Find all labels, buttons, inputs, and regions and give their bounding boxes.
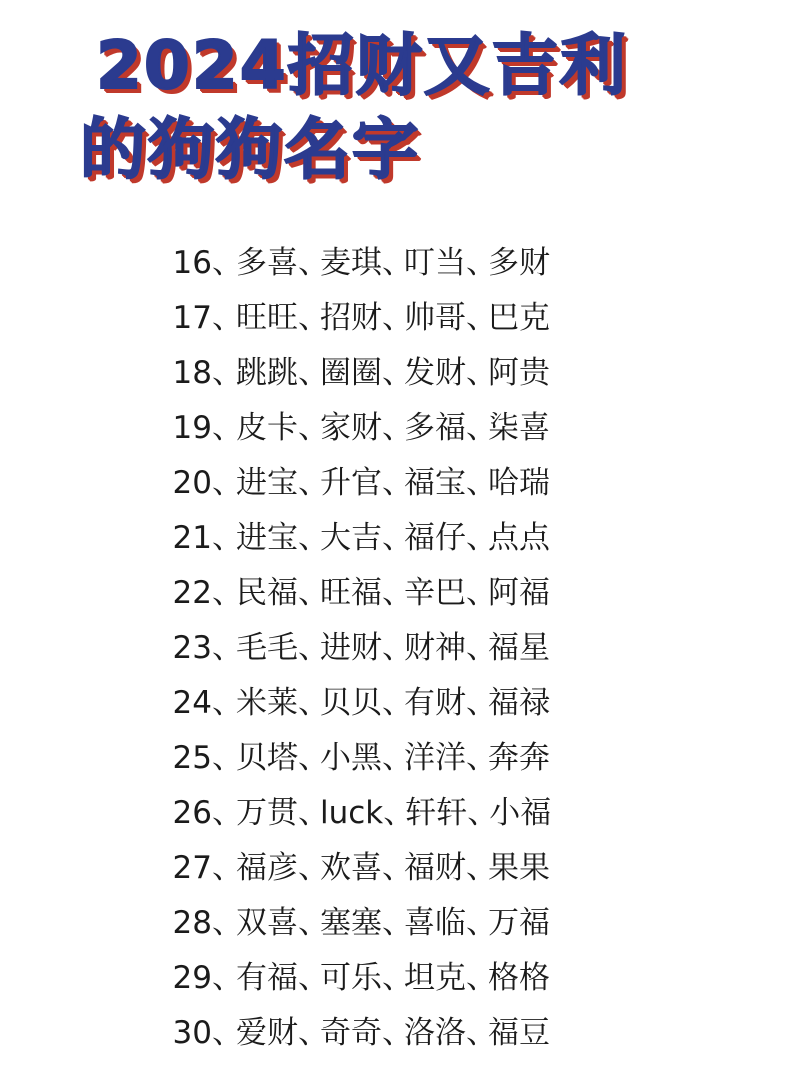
dog-name: 皮卡	[236, 410, 298, 446]
name-separator: 、	[298, 575, 329, 611]
name-separator: 、	[298, 300, 329, 336]
name-separator: 、	[466, 245, 497, 281]
name-separator: 、	[298, 795, 329, 831]
dog-name: 进财	[320, 630, 382, 666]
list-item-index: 20	[172, 465, 212, 501]
name-separator: 、	[298, 410, 329, 446]
dog-name: 多福	[404, 410, 466, 446]
list-item-index: 23	[172, 630, 212, 666]
list-item-names	[236, 951, 550, 1006]
dog-name: 辛巴	[404, 575, 466, 611]
dog-name: 坦克	[404, 960, 466, 996]
dog-name: 塞塞	[320, 905, 382, 941]
name-separator: 、	[298, 245, 329, 281]
name-separator: 、	[466, 685, 497, 721]
list-item-index-separator: 、	[212, 245, 243, 281]
dog-name: 福豆	[488, 1015, 550, 1051]
dog-name: 万贯	[236, 795, 298, 831]
dog-name: 巴克	[488, 300, 550, 336]
dog-name: 米莱	[236, 685, 298, 721]
name-separator: 、	[382, 355, 413, 391]
title-line-1: 2024招财又吉利	[96, 27, 628, 104]
list-item-names	[236, 456, 550, 511]
dog-name: 洛洛	[404, 1015, 466, 1051]
list-item-index: 17	[172, 300, 212, 336]
list-item-index-separator: 、	[212, 740, 243, 776]
name-separator: 、	[466, 410, 497, 446]
list-item-index-separator: 、	[212, 410, 243, 446]
dog-name: 多喜	[236, 245, 298, 281]
name-separator: 、	[298, 520, 329, 556]
list-item-names	[236, 841, 550, 896]
dog-name: 双喜	[236, 905, 298, 941]
name-separator: 、	[466, 465, 497, 501]
list-item-index: 25	[172, 740, 212, 776]
dog-name: 爱财	[236, 1015, 298, 1051]
dog-name: 奇奇	[320, 1015, 382, 1051]
name-separator: 、	[466, 740, 497, 776]
name-separator: 、	[466, 1015, 497, 1051]
name-separator: 、	[382, 465, 413, 501]
list-item-names	[236, 566, 550, 621]
list-item-index-separator: 、	[212, 685, 243, 721]
dog-name: 福仔	[404, 520, 466, 556]
list-item	[160, 841, 800, 896]
name-separator: 、	[382, 850, 413, 886]
dog-name: 万福	[488, 905, 550, 941]
name-separator: 、	[382, 740, 413, 776]
list-item-index-separator: 、	[212, 630, 243, 666]
dog-name: 发财	[404, 355, 466, 391]
list-item	[160, 456, 800, 511]
dog-name: 毛毛	[236, 630, 298, 666]
list-item-index: 28	[172, 905, 212, 941]
name-separator: 、	[298, 905, 329, 941]
list-item-names	[236, 236, 550, 291]
dog-name: 福财	[404, 850, 466, 886]
dog-name: 喜临	[404, 905, 466, 941]
name-separator: 、	[466, 960, 497, 996]
dog-name: 轩轩	[405, 795, 468, 831]
dog-name: 点点	[488, 520, 550, 556]
name-separator: 、	[298, 850, 329, 886]
name-separator: 、	[298, 465, 329, 501]
dog-name: 柒喜	[488, 410, 550, 446]
name-separator: 、	[298, 630, 329, 666]
name-separator: 、	[466, 520, 497, 556]
list-item-names	[236, 346, 550, 401]
dog-name: 阿贵	[488, 355, 550, 391]
list-item	[160, 291, 800, 346]
name-separator: 、	[466, 355, 497, 391]
name-separator: 、	[466, 300, 497, 336]
list-item	[160, 511, 800, 566]
list-item-index-separator: 、	[212, 960, 243, 996]
name-separator: 、	[466, 850, 497, 886]
name-separator: 、	[382, 960, 413, 996]
list-item-names	[236, 731, 550, 786]
dog-name: 旺福	[320, 575, 382, 611]
list-item-names	[236, 621, 550, 676]
list-item-names	[236, 786, 551, 841]
name-separator: 、	[466, 575, 497, 611]
name-separator: 、	[382, 685, 413, 721]
dog-name: 多财	[488, 245, 550, 281]
list-item-index: 30	[172, 1015, 212, 1051]
name-separator: 、	[298, 960, 329, 996]
page-title	[0, 0, 800, 192]
list-item	[160, 621, 800, 676]
name-separator: 、	[382, 1015, 413, 1051]
name-separator: 、	[382, 520, 413, 556]
dog-name: 有福	[236, 960, 298, 996]
name-separator: 、	[466, 630, 497, 666]
dog-name-list	[0, 236, 800, 1061]
name-separator: 、	[298, 355, 329, 391]
name-separator: 、	[298, 685, 329, 721]
list-item-index: 22	[172, 575, 212, 611]
dog-name: luck	[320, 795, 384, 831]
list-item-names	[236, 511, 550, 566]
dog-name: 奔奔	[488, 740, 550, 776]
name-separator: 、	[382, 575, 413, 611]
dog-name: 帅哥	[404, 300, 466, 336]
dog-name: 欢喜	[320, 850, 382, 886]
list-item	[160, 1006, 800, 1061]
dog-name: 哈瑞	[488, 465, 550, 501]
list-item-index-separator: 、	[212, 1015, 243, 1051]
dog-name: 福星	[488, 630, 550, 666]
list-item-index: 29	[172, 960, 212, 996]
list-item-names	[236, 1006, 550, 1061]
list-item-index: 24	[172, 685, 212, 721]
dog-name: 格格	[488, 960, 550, 996]
list-item-names	[236, 676, 550, 731]
list-item-names	[236, 896, 550, 951]
name-separator: 、	[467, 795, 499, 831]
dog-name: 招财	[320, 300, 382, 336]
name-separator: 、	[382, 630, 413, 666]
name-separator: 、	[382, 905, 413, 941]
name-separator: 、	[382, 245, 413, 281]
list-item	[160, 401, 800, 456]
list-item	[160, 896, 800, 951]
list-item-index-separator: 、	[212, 355, 243, 391]
name-separator: 、	[383, 795, 415, 831]
list-item-index-separator: 、	[212, 850, 243, 886]
dog-name: 升官	[320, 465, 382, 501]
list-item-index: 21	[172, 520, 212, 556]
name-separator: 、	[382, 300, 413, 336]
list-item	[160, 676, 800, 731]
list-item-index-separator: 、	[212, 300, 243, 336]
list-item	[160, 566, 800, 621]
list-item-index-separator: 、	[212, 905, 243, 941]
dog-name: 可乐	[320, 960, 382, 996]
dog-name: 小福	[489, 795, 552, 831]
name-separator: 、	[466, 905, 497, 941]
dog-name: 福禄	[488, 685, 550, 721]
dog-name: 旺旺	[236, 300, 298, 336]
list-item-index-separator: 、	[212, 795, 243, 831]
dog-name: 进宝	[236, 520, 298, 556]
dog-name: 阿福	[488, 575, 550, 611]
dog-name: 家财	[320, 410, 382, 446]
list-item-index: 18	[172, 355, 212, 391]
list-item-names	[236, 401, 550, 456]
name-separator: 、	[382, 410, 413, 446]
list-item	[160, 236, 800, 291]
title-line-2: 的狗狗名字	[80, 111, 420, 188]
dog-name: 贝塔	[236, 740, 298, 776]
dog-name: 民福	[236, 575, 298, 611]
list-item-index-separator: 、	[212, 465, 243, 501]
dog-name: 大吉	[320, 520, 382, 556]
dog-name: 福宝	[404, 465, 466, 501]
list-item-index: 16	[172, 245, 212, 281]
name-separator: 、	[298, 1015, 329, 1051]
list-item-index: 19	[172, 410, 212, 446]
dog-name: 进宝	[236, 465, 298, 501]
list-item-index: 26	[172, 795, 212, 831]
list-item-index-separator: 、	[212, 575, 243, 611]
dog-name: 圈圈	[320, 355, 382, 391]
dog-name: 跳跳	[236, 355, 298, 391]
dog-name: 麦琪	[320, 245, 382, 281]
list-item	[160, 346, 800, 401]
dog-name: 果果	[488, 850, 550, 886]
dog-name: 叮当	[404, 245, 466, 281]
dog-name: 贝贝	[320, 685, 382, 721]
dog-name: 有财	[404, 685, 466, 721]
list-item-index: 27	[172, 850, 212, 886]
dog-name: 财神	[404, 630, 466, 666]
dog-name: 福彦	[236, 850, 298, 886]
name-separator: 、	[298, 740, 329, 776]
list-item	[160, 786, 800, 841]
list-item	[160, 731, 800, 786]
list-item-names	[236, 291, 550, 346]
dog-name: 洋洋	[404, 740, 466, 776]
list-item	[160, 951, 800, 1006]
list-item-index-separator: 、	[212, 520, 243, 556]
dog-name: 小黑	[320, 740, 382, 776]
